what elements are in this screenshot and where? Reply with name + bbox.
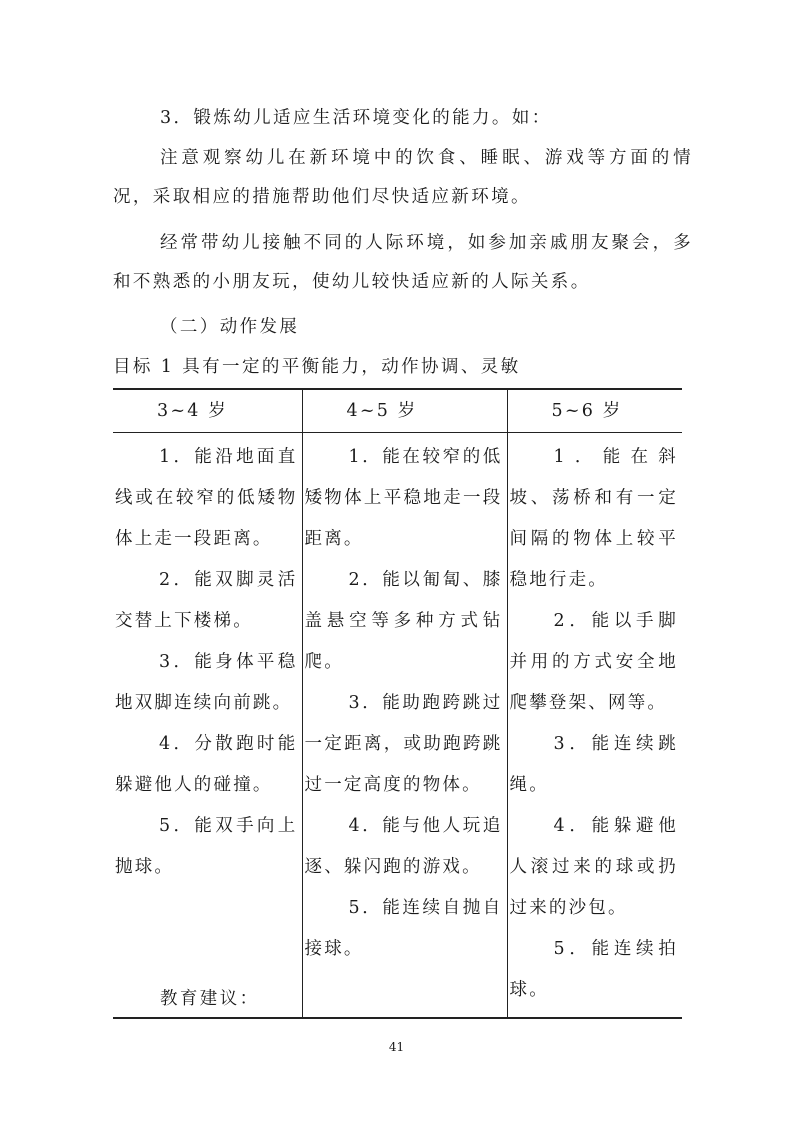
list-item: 5．能双手向上抛球。 [115, 816, 298, 877]
column-cell-3-4 [113, 433, 302, 1019]
goal-heading: 目标 1 具有一定的平衡能力，动作协调、灵敏 [113, 357, 521, 377]
list-item: 4．能与他人玩追逐、躲闪跑的游戏。 [304, 816, 503, 877]
list-item: 3．能连续跳绳。 [509, 734, 678, 795]
list-item: 1．能在较窄的低矮物体上平稳地走一段距离。 [304, 447, 503, 549]
list-item: 1．能沿地面直线或在较窄的低矮物体上走一段距离。 [115, 447, 298, 549]
list-item: 5．能连续拍球。 [509, 939, 678, 1000]
section-heading: （二）动作发展 [160, 317, 300, 337]
list-item: 3．能助跑跨跳过一定距离，或助跑跨跳过一定高度的物体。 [304, 693, 503, 795]
column-cell-4-5 [302, 433, 507, 1019]
paragraph-social: 经常带幼儿接触不同的人际环境，如参加亲戚朋友聚会，多和不熟悉的小朋友玩，使幼儿较快适应新的人际关系。 [113, 233, 693, 292]
list-item: 2．能以匍匐、膝盖悬空等多种方式钻爬。 [304, 570, 503, 672]
list-item: 4．能躲避他人滚过来的球或扔过来的沙包。 [509, 816, 678, 918]
column-header-3-4: 3~4 岁 [113, 389, 302, 433]
goals-table [113, 388, 682, 1019]
list-item: 2．能以手脚并用的方式安全地爬攀登架、网等。 [509, 611, 678, 713]
paragraph-observe: 注意观察幼儿在新环境中的饮食、睡眠、游戏等方面的情况，采取相应的措施帮助他们尽快适应新环境。 [113, 148, 693, 207]
table-row [113, 433, 682, 1019]
table-header-row [113, 389, 682, 433]
education-suggestions-label: 教育建议： [160, 989, 260, 1009]
list-item: 5．能连续自抛自接球。 [304, 898, 503, 959]
list-item: 2．能双脚灵活交替上下楼梯。 [115, 570, 298, 631]
list-item: 4．分散跑时能躲避他人的碰撞。 [115, 734, 298, 795]
column-cell-5-6 [507, 433, 682, 1019]
column-header-5-6: 5~6 岁 [507, 389, 682, 433]
column-header-4-5: 4~5 岁 [302, 389, 507, 433]
list-item: 3．能身体平稳地双脚连续向前跳。 [115, 652, 298, 713]
list-item: 1．能在斜坡、荡桥和有一定间隔的物体上较平稳地行走。 [509, 447, 678, 590]
page-number: 41 [388, 1040, 405, 1054]
paragraph-item-3: 3．锻炼幼儿适应生活环境变化的能力。如： [160, 108, 552, 128]
